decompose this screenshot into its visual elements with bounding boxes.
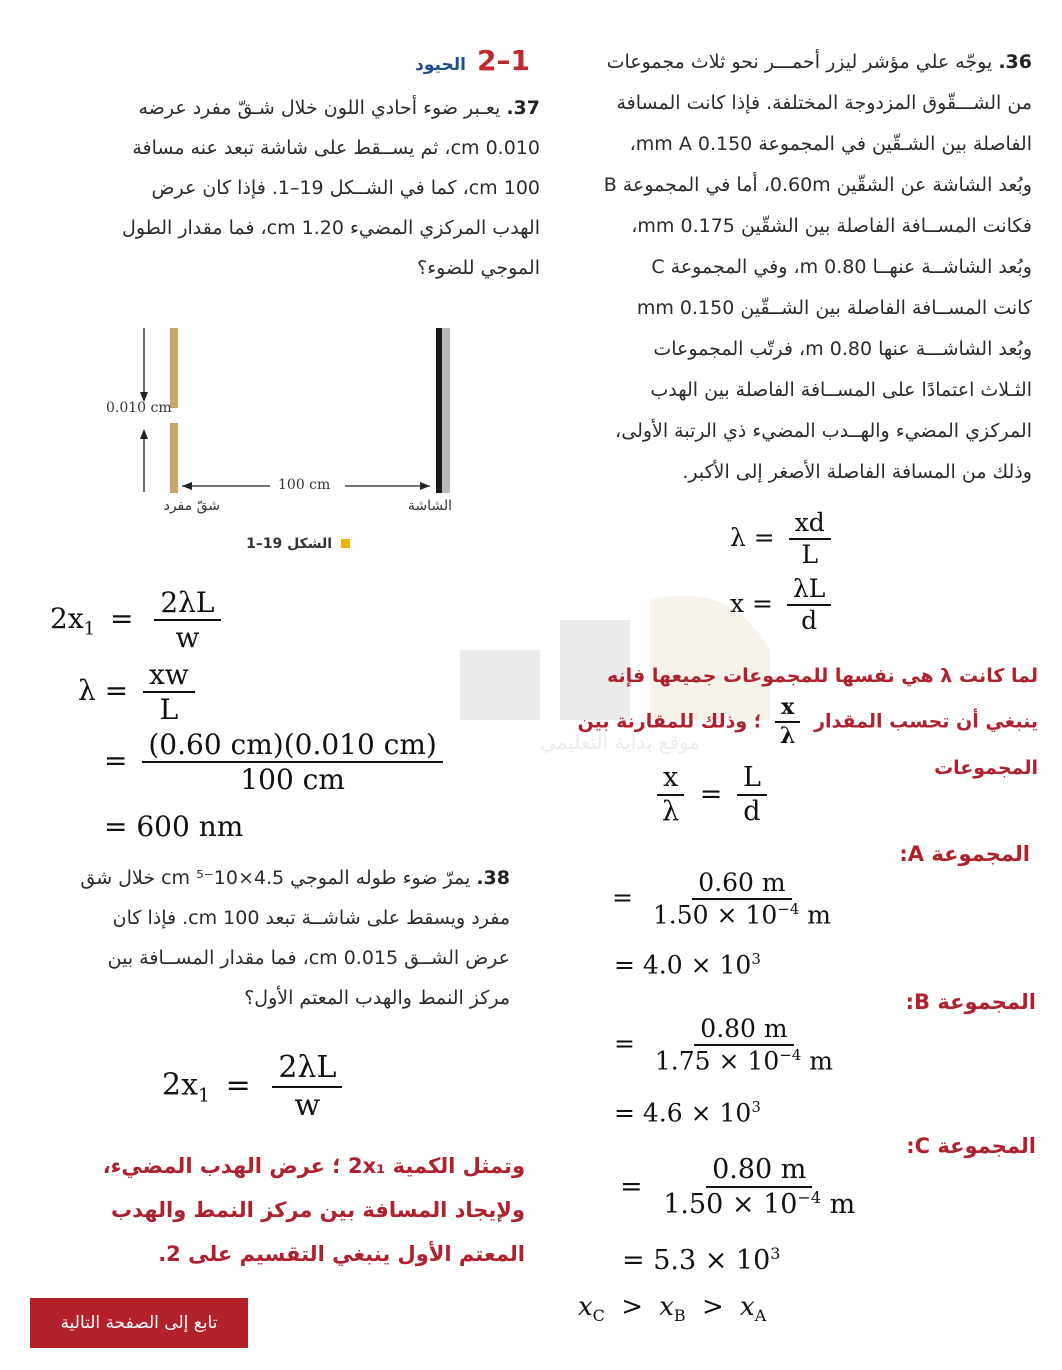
q36-eq-2: x = $\frac{\lambda L}{d}$ — [730, 576, 837, 635]
q36-ratio: $\frac{x}{\lambda}$ = $\frac{L}{d}$ — [650, 764, 773, 827]
section-title: الحيود — [415, 55, 466, 75]
caption-square-icon — [341, 539, 350, 548]
q38-line-3: عرض الشــق 0.015 cm، فما مقدار المســافة بين — [107, 947, 510, 969]
screen-bar — [436, 328, 442, 493]
q38-line-1: 38. يمرّ ضوء طوله الموجي 4.5×10⁻⁵ cm خلال شق — [80, 867, 510, 889]
final-ordering: $x_C > x_B > x_A$ — [578, 1292, 767, 1326]
q37-line-2: 0.010 cm، ثم يســقط على شاشة تبعد عنه مسافة — [132, 137, 540, 159]
distance-label: 100 cm — [278, 477, 331, 493]
q37-line-5: الموجي للضوء؟ — [417, 257, 540, 279]
q37-line-4: الهدب المركزي المضيء 1.20 cm، فما مقدار الطول — [122, 217, 540, 239]
q36-eq-1: λ = $\frac{xd}{L}$ — [730, 510, 837, 569]
section-header — [380, 44, 530, 77]
group-a-result: = $4.0 \times 10^3$ — [614, 950, 761, 980]
section-number: 1–2 — [477, 44, 530, 77]
q37-number: 37. — [506, 97, 540, 119]
q38-note: وتمثل الكمية 2x₁ ؛ عرض الهدب المضيء، ولإيجاد المسافة بين مركز النمط والهدب المعتم الأول ينبغي التقسيم على 2. — [102, 1154, 525, 1266]
q38-number: 38. — [476, 867, 510, 889]
watermark-text: موقع بداية التعليمي — [539, 730, 701, 754]
q38-eq: $2x_1$ = $\frac{2\lambda L}{w}$ — [162, 1052, 348, 1121]
q37-eq-1: $2x_1$ = $\frac{2\lambda L}{w}$ — [50, 588, 227, 653]
continue-next-page-label: تابع إلى الصفحة التالية — [30, 1298, 248, 1348]
q37-eq-2: λ = $\frac{xw}{L}$ — [78, 660, 201, 725]
slit-width-label: 0.010 cm — [106, 400, 172, 416]
question-37 — [50, 88, 540, 288]
slit-label: شقّ مفرد — [163, 498, 220, 514]
group-a-label: المجموعة A: — [899, 842, 1030, 866]
q38-line-4: مركز النمط والهدب المعتم الأول؟ — [244, 987, 510, 1009]
q37-eq-3: = $\frac{(0.60 cm)(0.010 cm)}{100 cm}$ — [104, 730, 449, 795]
group-a-fraction: = $\frac{0.60 m}{1.50 \times 10^{-4} m}$ — [612, 868, 832, 930]
question-36: 36. يوجّه علي مؤشر ليزر أحمـــر نحو ثلاث مجموعات من الشـــقّوق المزدوجة المختلفة. فإذا كانت المسافة الفاصلة بين الشـقّين في المجموعة 0.150 mm A، وبُعد الشاشة عن الشقّين 0.60m، أما في المجموعة B فكانت المســافة الفاصلة بين الشقّين 0.175 mm، وبُعد الشاشــة عنهــا 0.80 m، وفي المجموعة C كانت المســافة الفاصلة بين الشــقّين 0.150 mm وبُعد الشاشـــة عنها 0.80 m، فرتّب المجموعات الثـلاث اعتمادًا على المســافة الفاصلة بين الهدب المركزي المضيء والهــدب المضيء ذي الرتبة الأولى، وذلك من المسافة الفاصلة الأصغر إلى الأكبر. — [570, 42, 1032, 493]
q38-line-2: مفرد ويسقط على شاشــة تبعد 100 cm. فإذا كان — [112, 907, 510, 929]
q36-line-1: 36. يوجّه علي مؤشر ليزر أحمـــر نحو ثلاث مجموعات — [606, 51, 1032, 73]
group-c-fraction: = $\frac{0.80 m}{1.50 \times 10^{-4} m}$ — [620, 1154, 856, 1221]
slit-barrier-top — [170, 328, 178, 408]
question-38 — [50, 858, 510, 1018]
q37-line-1: 37. يعـبر ضوء أحادي اللون خلال شـقّ مفرد عرضه — [138, 97, 540, 119]
figure-19-1 — [100, 320, 480, 560]
slit-barrier-bottom — [170, 423, 178, 493]
group-b-fraction: = $\frac{0.80 m}{1.75 \times 10^{-4} m}$ — [614, 1014, 834, 1076]
group-c-result: = $5.3 \times 10^3$ — [622, 1244, 781, 1276]
figure-caption: الشكل 19–1 — [230, 536, 350, 552]
group-c-label: المجموعة C: — [906, 1134, 1036, 1158]
q36-number: 36. — [998, 51, 1032, 73]
group-b-result: = $4.6 \times 10^3$ — [614, 1098, 761, 1128]
group-b-label: المجموعة B: — [905, 990, 1036, 1014]
screen-label: الشاشة — [407, 498, 452, 514]
q36-note: لما كانت λ هي نفسها للمجموعات جميعها فإنه ينبغي أن تحسب المقدار $\frac{x}{\lambda}$ ؛ وذلك للمقارنة بين المجموعات — [577, 665, 1038, 780]
q37-line-3: 100 cm، كما في الشــكل 19–1. فإذا كان عرض — [151, 177, 540, 199]
q37-eq-4: = 600 nm — [104, 810, 244, 843]
